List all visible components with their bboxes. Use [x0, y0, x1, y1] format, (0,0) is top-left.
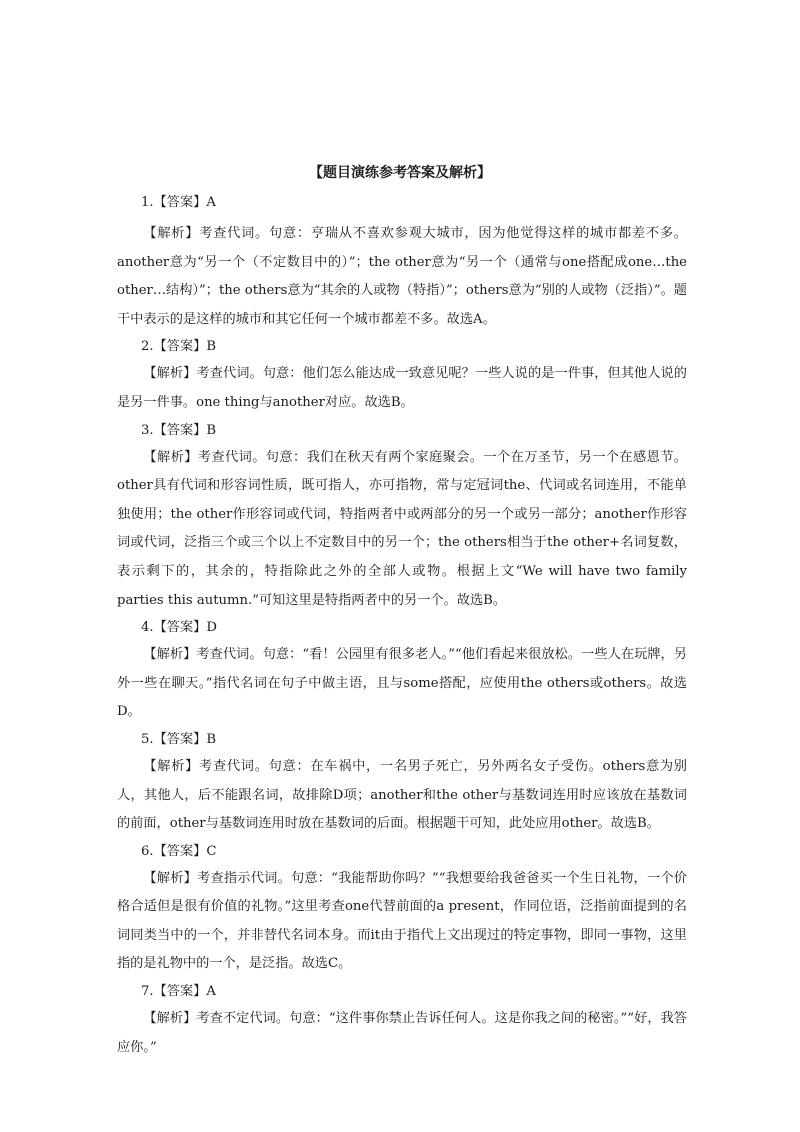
- section-title: 【题目演练参考答案及解析】: [309, 165, 491, 181]
- explanation-7: 【解析】考查不定代词。句意：“这件事你禁止告诉任何人。这是你我之间的秘密。”“好，我答应你。”: [117, 1011, 687, 1055]
- explanation-2: 【解析】考查代词。句意：他们怎么能达成一致意见呢？一些人说的是一件事，但其他人说的是另一件事。one thing与another对应。故选B。: [117, 366, 687, 410]
- answer-5: 5.【答案】B: [141, 731, 217, 747]
- answer-6: 6.【答案】C: [141, 843, 217, 859]
- explanation-1: 【解析】考查代词。句意：亨瑞从不喜欢参观大城市，因为他觉得这样的城市都差不多。another意为“另一个（不定数目中的）”；the other意为“另一个（通常与one搭配成one…the other…结构）”；the others意为“其余的人或物（特指）”；others意为“别的人或物（泛指）”。题干中表示的是这样的城市和其它任何一个城市都差不多。故选A。: [117, 226, 687, 327]
- explanation-3: 【解析】考查代词。句意：我们在秋天有两个家庭聚会。一个在万圣节，另一个在感恩节。other具有代词和形容词性质，既可指人，亦可指物，常与定冠词the、代词或名词连用，不能单独使用；the other作形容词或代词，特指两者中或两部分的另一个或另一部分；another作形容词或代词，泛指三个或三个以上不定数目中的另一个；the others相当于the other+名词复数，表示剩下的，其余的，特指除此之外的全部人或物。根据上文“We will have two family parties this autumn.”可知这里是特指两者中的另一个。故选B。: [117, 449, 687, 608]
- answer-list: [117, 190, 687, 1062]
- answer-3: 3.【答案】B: [141, 422, 217, 438]
- answer-4: 4.【答案】D: [141, 620, 217, 636]
- answer-1: 1.【答案】A: [141, 195, 216, 210]
- explanation-6: 【解析】考查指示代词。句意：“我能帮助你吗？”“我想要给我爸爸买一个生日礼物，一个价格合适但是很有价值的礼物。”这里考查one代替前面的a present，作同位语，泛指前面提到的名词同类当中的一个，并非替代名词本身。而it由于指代上文出现过的特定事物，即同一事物，这里指的是礼物中的一个，是泛指。故选C。: [117, 870, 687, 972]
- explanation-4: 【解析】考查代词。句意：“看！公园里有很多老人。”“他们看起来很放松。一些人在玩牌，另外一些在聊天。”指代名词在句子中做主语，且与some搭配，应使用the others或others。故选D。: [117, 647, 687, 720]
- answer-7: 7.【答案】A: [141, 984, 216, 1000]
- explanation-5: 【解析】考查代词。句意：在车祸中，一名男子死亡，另外两名女子受伤。others意为别人，其他人，后不能跟名词，故排除D项；another和the other与基数词连用时应该放在基数词的前面，other与基数词连用时放在基数词的后面。根据题干可知，此处应用other。故选B。: [117, 758, 687, 832]
- answer-2: 2.【答案】B: [141, 339, 217, 355]
